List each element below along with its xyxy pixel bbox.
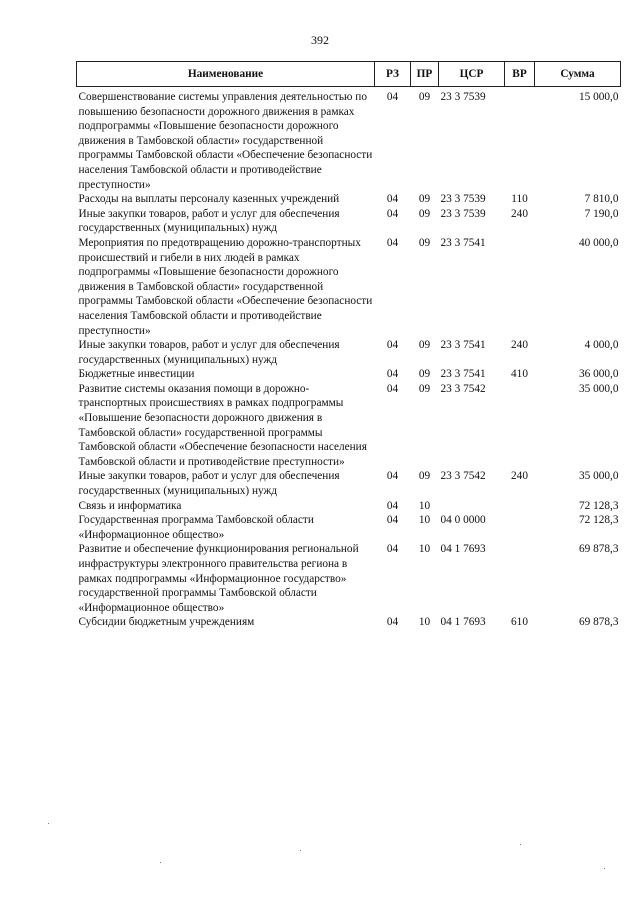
- cell-pr: 09: [418, 193, 431, 206]
- cell-rz: 04: [386, 499, 399, 512]
- cell-name: Совершенствование системы управления деятельностью по повышению безопасности дорожного движения в рамках подпрограммы «Повышение безопасности дорожного движения в Тамбовской области» государственной программы Тамбовской области «Обеспечение безопасности населения Тамбовской области и противодействие преступности»: [78, 91, 373, 191]
- cell-rz: 04: [386, 616, 399, 629]
- cell-vr: [505, 513, 535, 542]
- cell-name: Развитие системы оказания помощи в дорожно-транспортных происшествиях в рамках подпрограммы «Повышение безопасности дорожного движения в Тамбовской области» государственной программы Тамбовской области «Обеспечение безопасности населения Тамбовской области и противодействие преступности»: [78, 382, 367, 468]
- cell-rz: 04: [386, 91, 399, 103]
- cell-pr: 09: [418, 339, 431, 352]
- cell-pr: 09: [418, 470, 431, 483]
- cell-pr: 10: [418, 499, 431, 512]
- cell-pr: 10: [418, 616, 431, 629]
- cell-csr: 23 3 7539: [440, 207, 486, 220]
- header-csr: ЦСР: [439, 62, 505, 87]
- table-row: [77, 513, 621, 542]
- cell-vr: 240: [511, 470, 528, 483]
- cell-csr: 23 3 7539: [440, 193, 486, 206]
- cell-vr: 240: [511, 339, 528, 352]
- cell-csr: 23 3 7539: [440, 91, 486, 103]
- cell-csr: 04 1 7693: [440, 543, 486, 556]
- table-header-row: [77, 62, 621, 87]
- cell-vr: [505, 236, 535, 338]
- cell-sum: 35 000,0: [578, 470, 619, 483]
- cell-pr: 10: [418, 514, 431, 527]
- cell-sum: 36 000,0: [578, 368, 619, 381]
- table-row: [77, 382, 621, 470]
- cell-pr: 09: [418, 91, 431, 103]
- cell-csr: 04 0 0000: [440, 514, 486, 527]
- cell-name: Иные закупки товаров, работ и услуг для обеспечения государственных (муниципальных) нужд: [78, 207, 340, 235]
- cell-name: Связь и информатика: [78, 499, 182, 512]
- budget-table: [76, 61, 621, 630]
- table-row: [77, 207, 621, 236]
- cell-pr: 09: [418, 382, 431, 395]
- cell-rz: 04: [386, 382, 399, 395]
- cell-rz: 04: [386, 236, 399, 249]
- cell-csr: [439, 499, 505, 514]
- cell-rz: 04: [386, 543, 399, 556]
- cell-csr: 23 3 7542: [440, 382, 486, 395]
- table-row: [77, 236, 621, 338]
- cell-pr: 09: [418, 207, 431, 220]
- page-number: 392: [311, 33, 329, 47]
- cell-pr: 09: [418, 368, 431, 381]
- header-name: Наименование: [77, 62, 375, 87]
- cell-vr: 610: [511, 616, 528, 629]
- cell-name: Иные закупки товаров, работ и услуг для обеспечения государственных (муниципальных) нужд: [78, 339, 340, 366]
- cell-sum: 15 000,0: [578, 91, 619, 103]
- table-row: [77, 192, 621, 207]
- cell-name: Иные закупки товаров, работ и услуг для обеспечения государственных (муниципальных) нужд: [78, 470, 340, 498]
- cell-sum: 69 878,3: [578, 543, 619, 556]
- cell-vr: [505, 87, 535, 193]
- table-row: [77, 499, 621, 514]
- table-row: [77, 87, 621, 193]
- cell-rz: 04: [386, 470, 399, 483]
- header-vr: ВР: [505, 62, 535, 87]
- cell-rz: 04: [386, 193, 399, 206]
- header-pr: ПР: [411, 62, 439, 87]
- cell-rz: 04: [386, 339, 399, 352]
- cell-sum: 7 810,0: [584, 193, 619, 206]
- cell-csr: 23 3 7541: [440, 368, 486, 381]
- cell-vr: [505, 542, 535, 615]
- table-row: [77, 469, 621, 498]
- cell-sum: 7 190,0: [584, 207, 619, 220]
- table-row: [77, 367, 621, 382]
- table-row: [77, 338, 621, 367]
- cell-sum: 72 128,3: [578, 514, 619, 527]
- cell-vr: 410: [511, 368, 528, 381]
- cell-name: Развитие и обеспечение функционирования региональной инфраструктуры электронного правительства региона в рамках подпрограммы «Информационное государство» государственной программы Тамбовской области «Информационное общество»: [78, 543, 359, 614]
- cell-name: Государственная программа Тамбовской области «Информационное общество»: [78, 514, 314, 541]
- table-row: [77, 615, 621, 630]
- cell-name: Мероприятия по предотвращению дорожно-транспортных происшествий и гибели в них людей в рамках подпрограммы «Повышение безопасности дорожного движения в Тамбовской области» государственной программы Тамбовской области «Обеспечение безопасности населения Тамбовской области и противодействие преступности»: [78, 236, 373, 337]
- cell-sum: 35 000,0: [578, 382, 619, 395]
- cell-csr: 04 1 7693: [440, 616, 486, 629]
- cell-rz: 04: [386, 514, 399, 527]
- table-row: [77, 542, 621, 615]
- cell-pr: 09: [418, 236, 431, 249]
- cell-vr: 240: [511, 207, 528, 220]
- cell-vr: 110: [511, 193, 528, 206]
- cell-sum: 40 000,0: [578, 236, 619, 249]
- cell-rz: 04: [386, 207, 399, 220]
- cell-csr: 23 3 7541: [440, 236, 486, 249]
- cell-csr: 23 3 7541: [440, 339, 486, 352]
- cell-sum: 4 000,0: [584, 339, 619, 352]
- cell-rz: 04: [386, 368, 399, 381]
- cell-name: Субсидии бюджетным учреждениям: [78, 616, 255, 629]
- cell-sum: 72 128,3: [578, 499, 619, 512]
- cell-pr: 10: [418, 543, 431, 556]
- header-sum: Сумма: [535, 62, 621, 87]
- cell-sum: 69 878,3: [578, 616, 619, 629]
- cell-name: Расходы на выплаты персоналу казенных учреждений: [78, 193, 340, 206]
- cell-vr: [505, 382, 535, 470]
- cell-name: Бюджетные инвестиции: [78, 368, 195, 381]
- cell-vr: [505, 499, 535, 514]
- header-rz: РЗ: [375, 62, 411, 87]
- cell-csr: 23 3 7542: [440, 470, 486, 483]
